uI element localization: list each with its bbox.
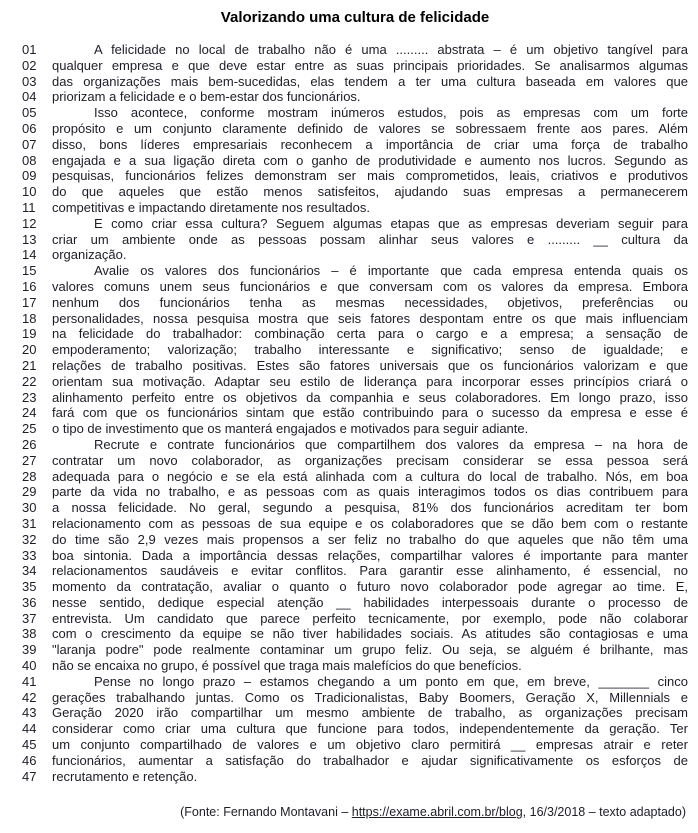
line-number: 17	[22, 294, 37, 310]
line-text: orientam sua motivação. Adaptar seu estilo de liderança para incorporar esses princípios criará o	[52, 373, 688, 389]
text-line	[22, 658, 688, 674]
line-number: 37	[22, 610, 37, 626]
line-text: A felicidade no local de trabalho não é uma ......... abstrata – é um objetivo tangível para	[94, 42, 688, 57]
line-number: 29	[22, 484, 37, 500]
line-text: com o crescimento da equipe se não tiver habilidades sociais. As atitudes são contagiosas e uma	[52, 626, 688, 642]
text-line	[22, 89, 688, 105]
text-line	[22, 563, 688, 579]
line-text: organização.	[52, 247, 127, 263]
line-number: 43	[22, 705, 37, 721]
line-number: 09	[22, 168, 37, 184]
page-title: Valorizando uma cultura de felicidade	[220, 9, 490, 26]
text-line	[22, 342, 688, 358]
line-text: entrevista. Um candidato que parece perfeito tecnicamente, por exemplo, pode não colaborar	[52, 610, 688, 626]
text-line	[22, 690, 688, 706]
line-number: 44	[22, 721, 37, 737]
line-text: disso, bons líderes empresariais reconhecem a importância de criar uma força de trabalho	[52, 136, 688, 152]
line-number: 25	[22, 421, 37, 437]
line-number: 41	[22, 673, 37, 689]
line-text: nenhum dos funcionários tenha as mesmas necessidades, objetivos, preferências ou	[52, 294, 688, 310]
line-text: considerar como criar uma cultura que funcione para todos, independentemente da geração. Ter	[52, 721, 688, 737]
text-line	[22, 595, 688, 611]
text-line	[22, 579, 688, 595]
source-footer	[22, 804, 688, 820]
line-text: funcionários, aumentar a satisfação do trabalhador e ajudar significativamente os esforços de	[52, 752, 688, 768]
line-text: contratar um novo colaborador, as organizações precisam considerar se essa pessoa será	[52, 452, 688, 468]
line-text: das organizações mais bem-sucedidas, elas tendem a ter uma cultura baseada em valores que	[52, 73, 688, 89]
line-text: relacionamento com as pessoas de sua equipe e os colaboradores que se dão bem com o restante	[52, 515, 688, 531]
text-line	[22, 484, 688, 500]
line-number: 32	[22, 531, 37, 547]
line-number: 23	[22, 389, 37, 405]
line-text: adequada para o negócio e se ela está alinhada com a cultura do local de trabalho. Nós, em boa	[52, 468, 688, 484]
text-line	[22, 326, 688, 342]
line-number: 38	[22, 626, 37, 642]
line-number: 02	[22, 57, 37, 73]
text-line	[22, 74, 688, 90]
line-text: "laranja podre" pode realmente contaminar um grupo feliz. Ou seja, se alguém é brilhante, mas	[52, 642, 688, 658]
line-text: alinhamento perfeito entre os objetivos da companhia e seus colaboradores. Em longo prazo, isso	[52, 389, 688, 405]
text-line	[22, 453, 688, 469]
text-line	[22, 737, 688, 753]
line-number: 18	[22, 310, 37, 326]
line-text: recrutamento e retenção.	[52, 768, 198, 784]
text-line	[22, 263, 688, 279]
text-line	[22, 674, 688, 690]
text-line	[22, 753, 688, 769]
line-number: 04	[22, 89, 37, 105]
line-number: 15	[22, 263, 37, 279]
text-line	[22, 500, 688, 516]
line-number: 16	[22, 278, 37, 294]
text-body	[22, 42, 688, 784]
line-number: 33	[22, 547, 37, 563]
line-number: 19	[22, 326, 37, 342]
text-line	[22, 469, 688, 485]
line-text: empoderamento; valorização; trabalho interessante e significativo; senso de igualdade; e	[52, 342, 688, 358]
line-text: na felicidade do trabalhador: combinação certa para o cargo e a empresa; a sensação de	[52, 326, 688, 342]
text-line	[22, 58, 688, 74]
line-number: 35	[22, 579, 37, 595]
line-number: 03	[22, 73, 37, 89]
text-line	[22, 311, 688, 327]
line-number: 11	[22, 199, 36, 215]
line-text: fará com que os funcionários sintam que estão contribuindo para o sucesso da empresa e esse é	[52, 405, 688, 421]
text-line	[22, 405, 688, 421]
line-text: um conjunto compartilhado de valores e um objetivo claro permitirá __ empresas atrair e reter	[52, 737, 688, 753]
line-text: boa sintonia. Dada a importância dessas relações, compartilhar valores é importante para manter	[52, 547, 688, 563]
line-text: do que aqueles que estão menos satisfeitos, ajudando suas empresas a permanecerem	[52, 184, 688, 200]
text-line	[22, 390, 688, 406]
line-text: E como criar essa cultura? Seguem algumas etapas que as empresas deveriam seguir para	[94, 215, 688, 231]
text-line	[22, 200, 688, 216]
text-line	[22, 516, 688, 532]
line-text: priorizam a felicidade e o bem-estar dos funcionários.	[52, 89, 361, 105]
text-line	[22, 121, 688, 137]
source-prefix: (Fonte: Fernando Montavani –	[180, 805, 352, 820]
line-text: engajada e a sua ligação direta com o ganho de produtividade e aumento nos lucros. Segundo as	[52, 152, 688, 168]
line-number: 10	[22, 184, 37, 200]
text-line	[22, 421, 688, 437]
line-number: 20	[22, 342, 37, 358]
line-text: a nossa felicidade. No geral, segundo a pesquisa, 81% dos funcionários acreditam ter bom	[52, 500, 688, 516]
line-number: 07	[22, 136, 37, 152]
line-number: 14	[22, 247, 37, 263]
line-number: 34	[22, 563, 37, 579]
line-text: momento da contratação, avaliar o quanto o futuro novo colaborador pode agregar ao time. E,	[52, 579, 688, 595]
text-line	[22, 184, 688, 200]
text-line	[22, 279, 688, 295]
line-number: 31	[22, 515, 37, 531]
text-line	[22, 548, 688, 564]
line-number: 45	[22, 737, 37, 753]
line-text: personalidades, nossa pesquisa mostra que seis fatores despontam entre os que mais influenciam	[52, 310, 688, 326]
line-number: 39	[22, 642, 37, 658]
text-line	[22, 705, 688, 721]
text-line	[22, 168, 688, 184]
line-text: Pense no longo prazo – estamos chegando a um ponto em que, em breve, _______ cinco	[94, 673, 688, 689]
line-text: gerações trabalhando juntas. Como os Tradicionalistas, Baby Boomers, Geração X, Millennials e	[52, 689, 688, 705]
text-line	[22, 611, 688, 627]
text-line	[22, 769, 688, 785]
line-number: 36	[22, 594, 37, 610]
line-number: 22	[22, 373, 37, 389]
line-number: 46	[22, 752, 37, 768]
line-text: o tipo de investimento que os manterá engajados e motivados para seguir adiante.	[52, 421, 529, 437]
text-line	[22, 626, 688, 642]
line-text: propósito e um conjunto claramente definido de valores se sobressaem frente aos pares. Além	[52, 120, 688, 136]
text-line	[22, 437, 688, 453]
line-number: 27	[22, 452, 37, 468]
line-number: 24	[22, 405, 37, 421]
line-number: 30	[22, 500, 37, 516]
line-text: Geração 2020 irão compartilhar um mesmo ambiente de trabalho, as organizações precisam	[52, 705, 688, 721]
line-text: do time são 2,9 vezes mais propensos a ser feliz no trabalho do que aqueles que não têm uma	[52, 531, 688, 547]
line-text: criar um ambiente onde as pessoas possam alinhar seus valores e ......... __ cultura da	[52, 231, 688, 247]
text-line	[22, 232, 688, 248]
source-suffix: , 16/3/2018 – texto adaptado)	[522, 805, 686, 820]
text-line	[22, 153, 688, 169]
line-number: 01	[22, 42, 37, 57]
line-text: Recrute e contrate funcionários que compartilhem dos valores da empresa – na hora de	[94, 436, 688, 452]
line-text: qualquer empresa e que deve estar entre as suas principais prioridades. Se analisarmos algumas	[52, 57, 688, 73]
line-text: Isso acontece, conforme mostram inúmeros estudos, pois as empresas com um forte	[94, 105, 688, 121]
line-text: nesse sentido, dedique especial atenção __ habilidades interpessoais durante o processo de	[52, 594, 688, 610]
text-line	[22, 374, 688, 390]
line-number: 06	[22, 120, 37, 136]
line-text: não se encaixa no grupo, é possível que traga mais malefícios do que benefícios.	[52, 658, 522, 674]
text-line	[22, 42, 688, 58]
line-text: Avalie os valores dos funcionários – é importante que cada empresa entenda quais os	[94, 263, 688, 279]
line-number: 28	[22, 468, 37, 484]
source-link[interactable]: https://exame.abril.com.br/blog	[351, 805, 523, 820]
line-number: 40	[22, 658, 37, 674]
line-number: 21	[22, 357, 37, 373]
line-number: 05	[22, 105, 37, 121]
line-text: parte da vida no trabalho, e as pessoas com as quais interagimos todos os dias contribuem para	[52, 484, 688, 500]
line-text: relações de trabalho positivas. Estes são fatores universais que os funcionários valorizam e que	[52, 357, 688, 373]
text-line	[22, 532, 688, 548]
text-line	[22, 721, 688, 737]
text-line	[22, 295, 688, 311]
line-number: 08	[22, 152, 37, 168]
line-text: competitivas e impactando diretamente nos resultados.	[52, 199, 370, 215]
text-line	[22, 105, 688, 121]
text-line	[22, 247, 688, 263]
text-line	[22, 358, 688, 374]
line-text: pesquisas, funcionários felizes demonstram ser mais comprometidos, leais, criativos e produtivos	[52, 168, 688, 184]
line-number: 26	[22, 436, 37, 452]
line-text: valores comuns unem seus funcionários e que conversam com os valores da empresa. Embora	[52, 278, 688, 294]
text-line	[22, 642, 688, 658]
text-line	[22, 137, 688, 153]
text-line	[22, 216, 688, 232]
line-number: 42	[22, 689, 37, 705]
line-number: 13	[22, 231, 37, 247]
line-number: 12	[22, 215, 37, 231]
line-number: 47	[22, 768, 37, 784]
line-text: relacionamentos saudáveis e evitar conflitos. Para garantir esse alinhamento, é essencial, no	[52, 563, 688, 579]
